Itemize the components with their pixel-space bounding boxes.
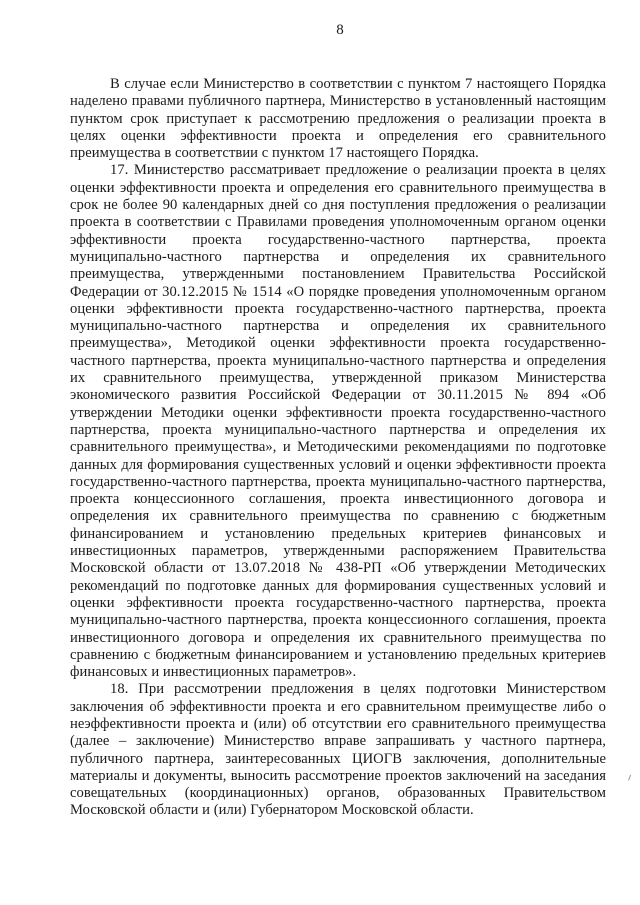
- page-number: 8: [336, 22, 344, 38]
- paragraph-intro: В случае если Министерство в соответствии с пунктом 7 настоящего Порядка наделено правами публичного партнера, Министерство в установленный настоящим пунктом срок приступает к рассмотрению предложения о реализации проекта в целях оценки эффективности проекта и определения его сравнительного преимущества в соответствии с пунктом 17 настоящего Порядка.: [70, 76, 606, 162]
- paragraph-17: 17. Министерство рассматривает предложение о реализации проекта в целях оценки эффективности проекта и определения его сравнительного преимущества в срок не более 90 календарных дней со дня поступления предложения о реализации проекта в соответствии с Правилами проведения уполномоченным органом оценки эффективности проекта государственно-частного партнерства, проекта муниципально-частного партнерства и определения их сравнительного преимущества, утвержденными постановлением Правительства Российской Федерации от 30.12.2015 № 1514 «О порядке проведения уполномоченным органом оценки эффективности проекта государственно-частного партнерства, проекта муниципально-частного партнерства и определения их сравнительного преимущества», Методикой оценки эффективности проекта государственно-частного партнерства, проекта муниципально-частного партнерства и определения их сравнительного преимущества, утвержденной приказом Министерства экономического развития Российской Федерации от 30.11.2015 № 894 «Об утверждении Методики оценки эффективности проекта государственно-частного партнерства, проекта муниципально-частного партнерства и определения их сравнительного преимущества», и Методическими рекомендациями по подготовке данных для формирования существенных условий и оценки эффективности проекта государственно-частного партнерства, проекта муниципально-частного партнерства, проекта концессионного соглашения, проекта инвестиционного договора и определения их сравнительного преимущества по сравнению с бюджетным финансированием и установлению предельных критериев финансовых и инвестиционных параметров, утвержденными распоряжением Правительства Московской области от 13.07.2018 № 438-РП «Об утверждении Методических рекомендаций по подготовке данных для формирования существенных условий и оценки эффективности проекта государственно-частного партнерства, проекта муниципально-частного партнерства, проекта концессионного соглашения, проекта инвестиционного договора и определения их сравнительного преимущества по сравнению с бюджетным финансированием и установлению предельных критериев финансовых и инвестиционных параметров».: [70, 162, 606, 681]
- paragraph-18: 18. При рассмотрении предложения в целях подготовки Министерством заключения об эффективности проекта и его сравнительном преимуществе либо о неэффективности проекта и (или) об отсутствии его сравнительного преимущества (далее – заключение) Министерство вправе запрашивать у частного партнера, публичного партнера, заинтересованных ЦИОГВ заключения, дополнительные материалы и документы, выносить рассмотрение проектов заключений на заседания совещательных (координационных) органов, образованных Правительством Московской области и (или) Губернатором Московской области.: [70, 681, 606, 819]
- scan-mark: [628, 775, 633, 782]
